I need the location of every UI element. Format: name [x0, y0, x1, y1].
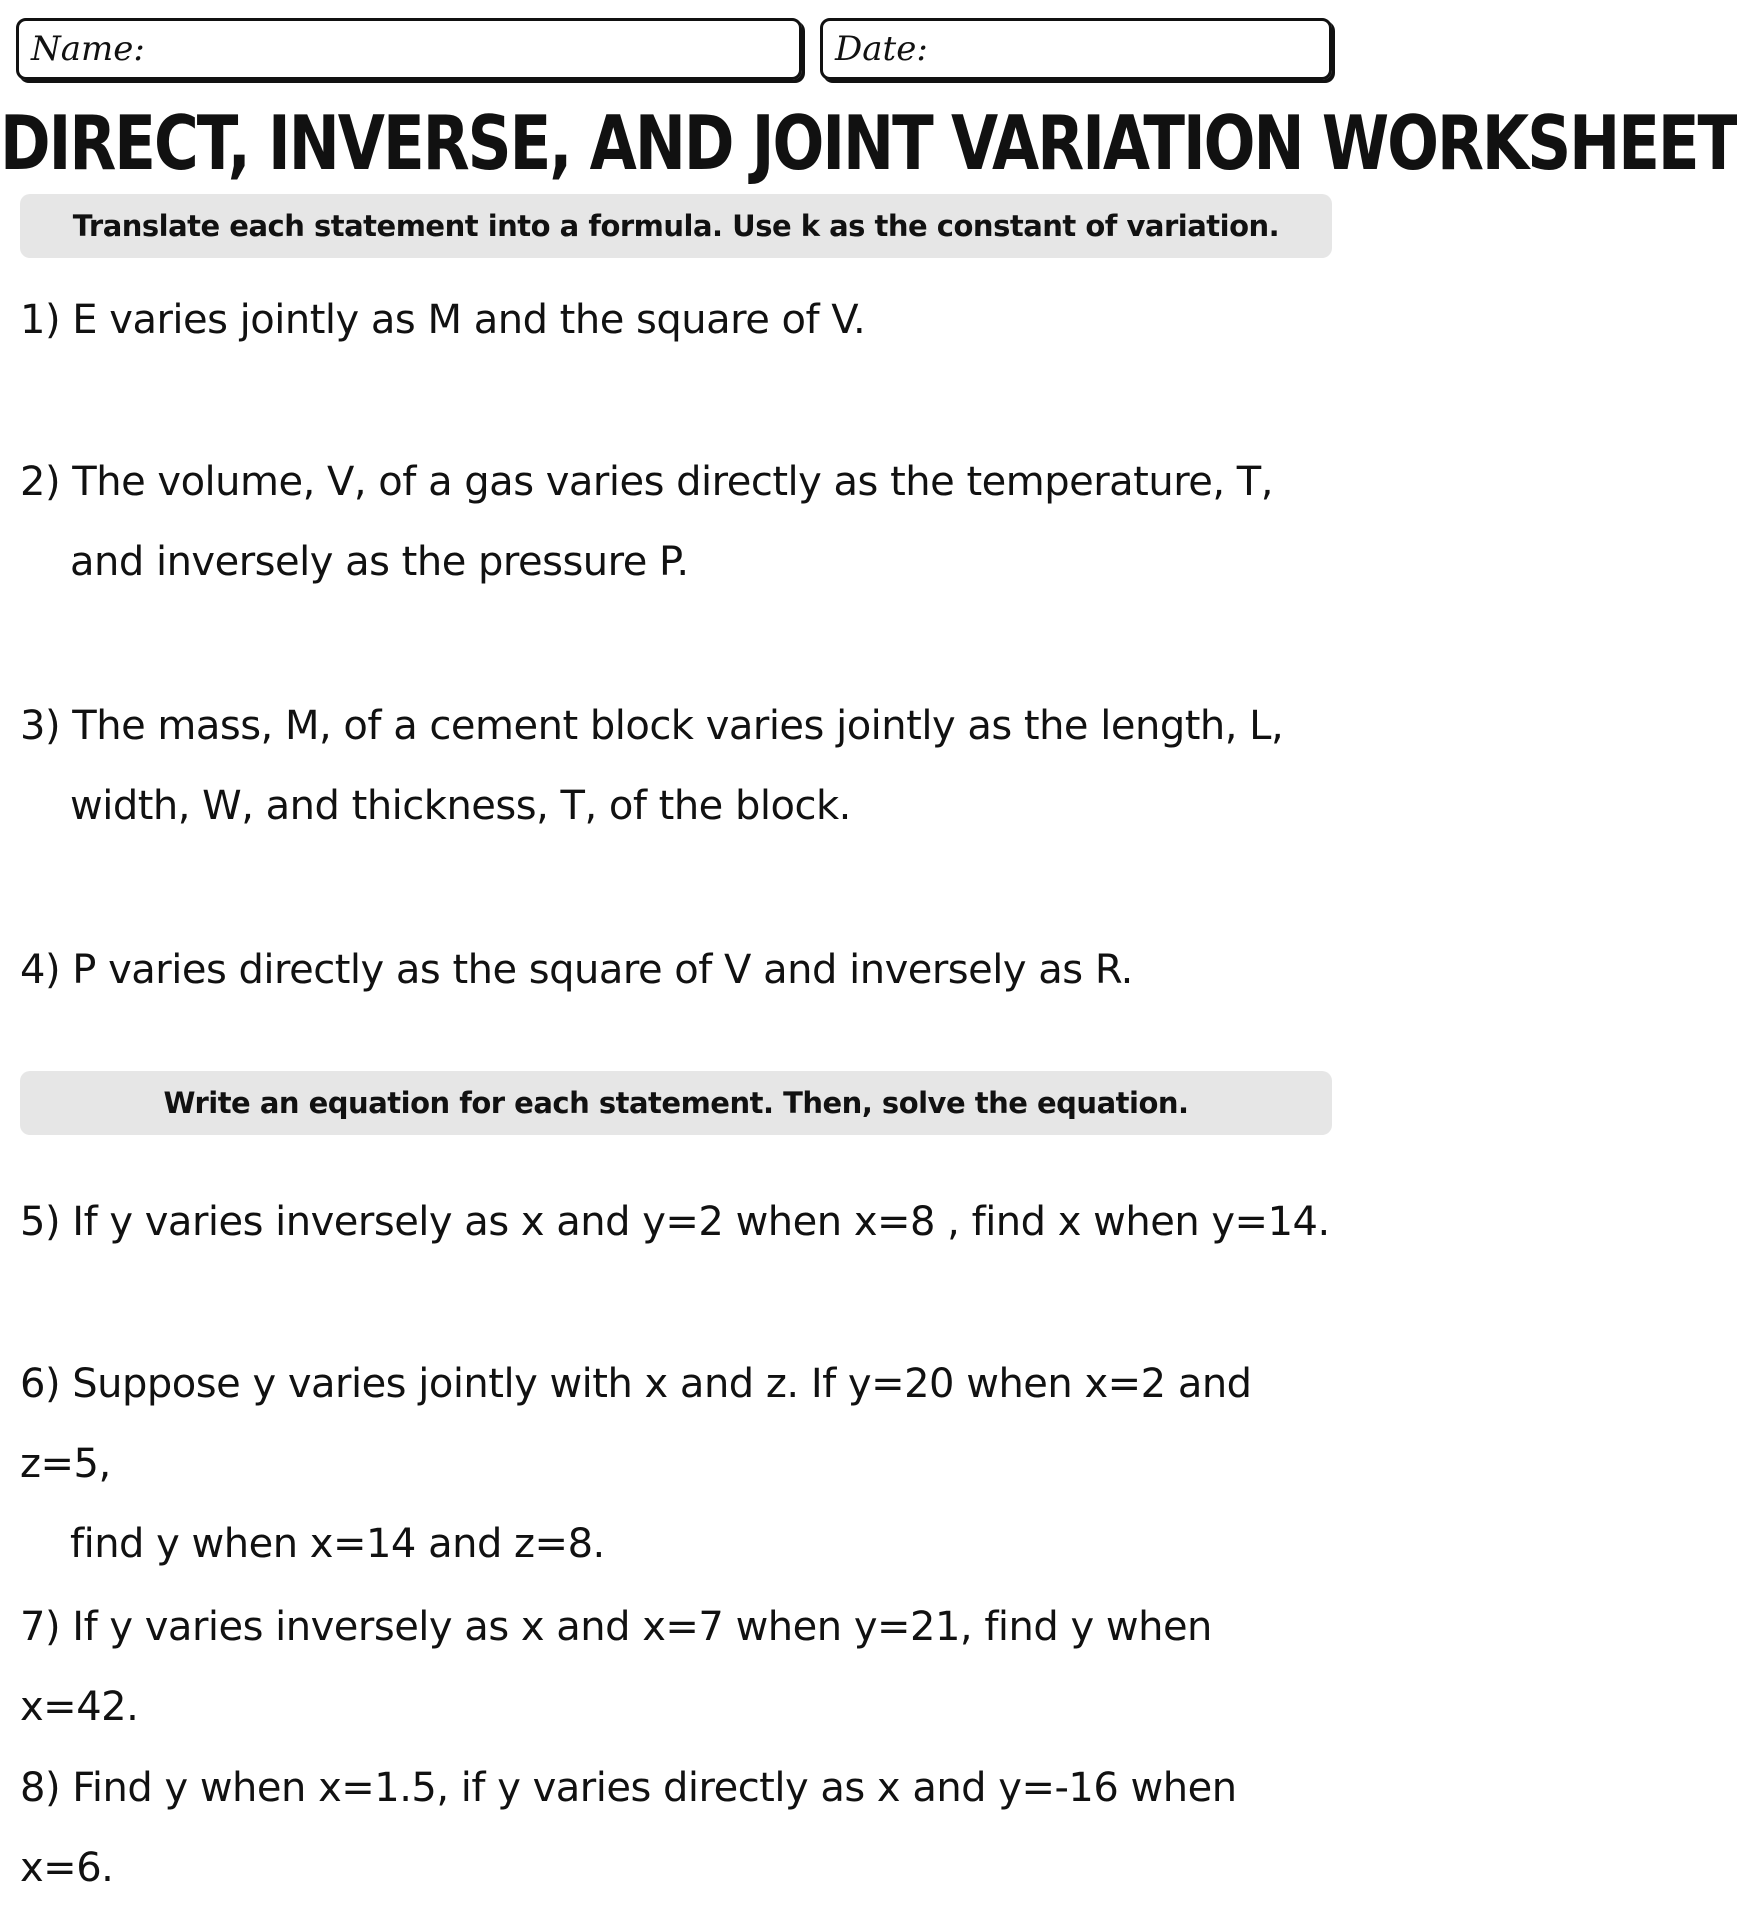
- question-number: 1): [20, 297, 61, 343]
- question-text-continued: find y when x=14 and z=8.: [70, 1521, 605, 1567]
- question-number: 7): [20, 1604, 61, 1650]
- question-text: If y varies inversely as x and y=2 when x=8 , find x when y=14.: [72, 1199, 1330, 1245]
- worksheet-title: DIRECT, INVERSE, AND JOINT VARIATION WORKSHEET: [0, 100, 1737, 188]
- question-number: 2): [20, 459, 61, 505]
- question-number: 3): [20, 703, 61, 749]
- question-3: [20, 686, 1340, 846]
- question-text: If y varies inversely as x and x=7 when y=21, find y when x=42.: [20, 1604, 1212, 1730]
- question-text-continued: width, W, and thickness, T, of the block.: [70, 783, 851, 829]
- question-text: Find y when x=1.5, if y varies directly as x and y=-16 when x=6.: [20, 1765, 1237, 1891]
- question-number: 5): [20, 1199, 61, 1245]
- question-6: [20, 1344, 1340, 1584]
- question-5: [20, 1182, 1340, 1262]
- question-text: The volume, V, of a gas varies directly as the temperature, T,: [72, 459, 1273, 505]
- question-1: [20, 280, 1340, 360]
- section-2-instruction: Write an equation for each statement. Then, solve the equation.: [20, 1071, 1332, 1135]
- question-8: [20, 1748, 1340, 1908]
- question-number: 4): [20, 947, 61, 993]
- question-text: Suppose y varies jointly with x and z. If y=20 when x=2 and z=5,: [20, 1361, 1252, 1487]
- date-field[interactable]: [820, 18, 1332, 80]
- question-text: P varies directly as the square of V and inversely as R.: [72, 947, 1133, 993]
- name-field[interactable]: [16, 18, 802, 80]
- question-2: [20, 442, 1340, 602]
- question-number: 6): [20, 1361, 61, 1407]
- question-4: [20, 930, 1340, 1010]
- question-number: 8): [20, 1765, 61, 1811]
- question-text-continued: and inversely as the pressure P.: [70, 539, 689, 585]
- question-7: [20, 1587, 1340, 1747]
- section-1-instruction: Translate each statement into a formula. Use k as the constant of variation.: [20, 194, 1332, 258]
- date-label: Date:: [835, 29, 928, 69]
- question-text: The mass, M, of a cement block varies jointly as the length, L,: [72, 703, 1284, 749]
- question-text: E varies jointly as M and the square of V.: [72, 297, 866, 343]
- name-label: Name:: [31, 29, 145, 69]
